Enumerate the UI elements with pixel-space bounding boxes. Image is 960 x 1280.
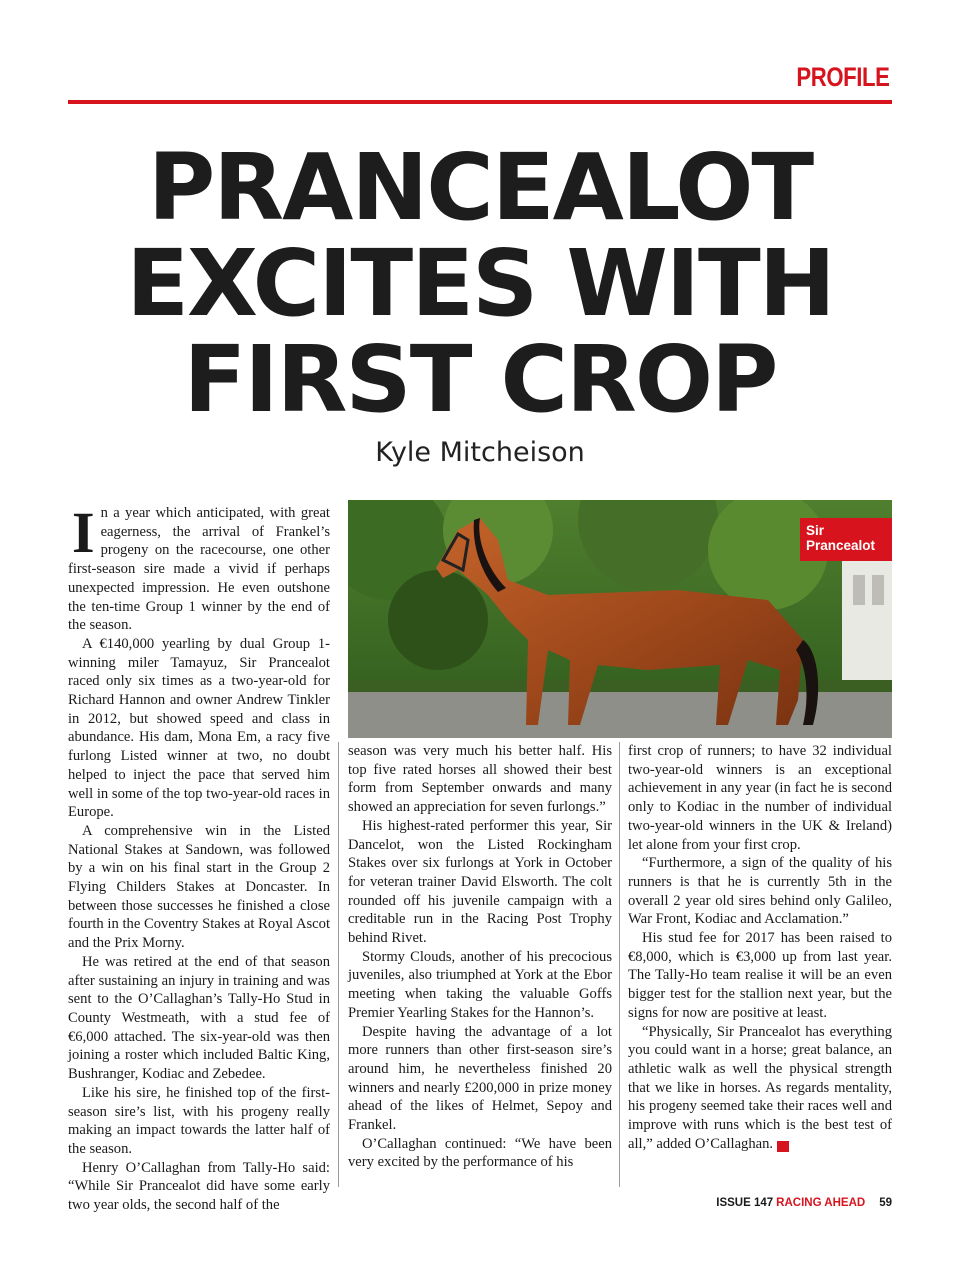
paragraph: “Furthermore, a sign of the quality of his runners is that he is currently 5th in the overall 2 year old sires behind only Galileo, War Front, Kodiac and Acclamation.”	[628, 855, 892, 928]
headline-line-2: EXCITES WITH	[126, 230, 834, 337]
column-divider	[338, 742, 339, 1187]
publication-name: RACING AHEAD	[776, 1197, 866, 1209]
horse-photo	[348, 500, 892, 738]
column-divider	[619, 742, 620, 1187]
paragraph: O’Callaghan continued: “We have been very excited by the performance of his	[348, 1135, 612, 1171]
paragraph: season was very much his better half. His top five rated horses all showed their best form from September onwards and many showed an appreciation for seven furlongs.”	[348, 743, 612, 816]
byline: Kyle Mitcheison	[375, 437, 585, 468]
section-label: PROFILE	[796, 62, 890, 92]
paragraph: Despite having the advantage of a lot more runners than other first-season sire’s around him, he nevertheless finished 20 winners and nearly £200,000 in prize money ahead of the likes of Helmet, Sepoy and Frankel.	[348, 1023, 612, 1134]
paragraph: A comprehensive win in the Listed National Stakes at Sandown, was followed by a win on his final start in the Group 2 Flying Childers Stakes at Doncaster. In between those successes he finished a close fourth in the Coventry Stakes at Royal Ascot and the Prix Morny.	[68, 822, 330, 952]
end-mark-icon: RA	[777, 1141, 789, 1152]
headline-line-1: PRANCEALOT	[147, 134, 813, 241]
paragraph: A €140,000 yearling by dual Group 1-winning miler Tamayuz, Sir Prancealot raced only six times as a two-year-old for Richard Hannon and owner Andrew Tinkler in 2012, but showed speed and class in abundance. His dam, Mona Em, a racy five furlong Listed winner at two, no doubt helped to inject the pace that served him well in some of the top two-year-old races in Europe.	[68, 635, 330, 821]
page-footer	[716, 1197, 892, 1209]
paragraph: His highest-rated performer this year, Sir Dancelot, won the Listed Rockingham Stakes over six furlongs at York in October for veteran trainer David Elsworth. The colt rounded off his juvenile campaign with a creditable run in the Racing Post Trophy behind Rivet.	[348, 817, 612, 947]
section-rule	[68, 100, 892, 104]
caption-line-1: Sir	[806, 523, 825, 538]
paragraph: “Physically, Sir Prancealot has everything you could want in a horse; great balance, an athletic walk as well the physical strength that we like in horses. As regards mentality, his progeny seemed take their races well and improve with runs which is the best test of all,” added O’Callaghan. RA	[628, 1023, 892, 1152]
paragraph: Stormy Clouds, another of his precocious juveniles, also triumphed at York at the Ebor meeting when taking the valuable Goffs Premier Yearling Stakes for the Hannon’s.	[348, 948, 612, 1021]
article-column-3	[628, 742, 892, 1153]
photo-caption	[800, 518, 892, 561]
paragraph: He was retired at the end of that season after sustaining an injury in training and was sent to the O’Callaghan’s Tally-Ho Stud in County Westmeath, with a stud fee of €6,000 attached. The six-year-old was then joining a roster which included Baltic King, Bushranger, Kodiac and Zebedee.	[68, 953, 330, 1083]
headline	[68, 134, 892, 433]
issue-label: ISSUE 147	[716, 1197, 774, 1209]
headline-line-3: FIRST CROP	[183, 326, 777, 433]
article-column-1	[68, 500, 330, 1215]
caption-line-2: Prancealot	[806, 538, 876, 553]
paragraph: Henry O’Callaghan from Tally-Ho said: “While Sir Prancealot did have some early two year olds, the second half of the	[68, 1159, 330, 1214]
drop-cap: I	[72, 500, 95, 565]
article-column-2	[348, 742, 612, 1172]
paragraph: Like his sire, he finished top of the first-season sire’s list, with his progeny really making an impact towards the latter half of the season.	[68, 1084, 330, 1157]
paragraph: His stud fee for 2017 has been raised to €8,000, which is €3,000 up from last year. The Tally-Ho team realise it will be an even bigger test for the stallion next year, but the signs for now are positive at least.	[628, 930, 892, 1021]
page-number: 59	[879, 1197, 892, 1209]
paragraph: In a year which anticipated, with great eagerness, the arrival of Frankel’s progeny on the racecourse, one other first-season sire made a vivid if perhaps unexpected impression. He even outshone the ten-time Group 1 winner by the end of the season.	[68, 500, 330, 634]
paragraph: first crop of runners; to have 32 individual two-year-old winners is an exceptional achievement in any year (in fact he is second only to Kodiac in the number of individual two-year-old winners in the UK & Ireland) let alone from your first crop.	[628, 743, 892, 853]
